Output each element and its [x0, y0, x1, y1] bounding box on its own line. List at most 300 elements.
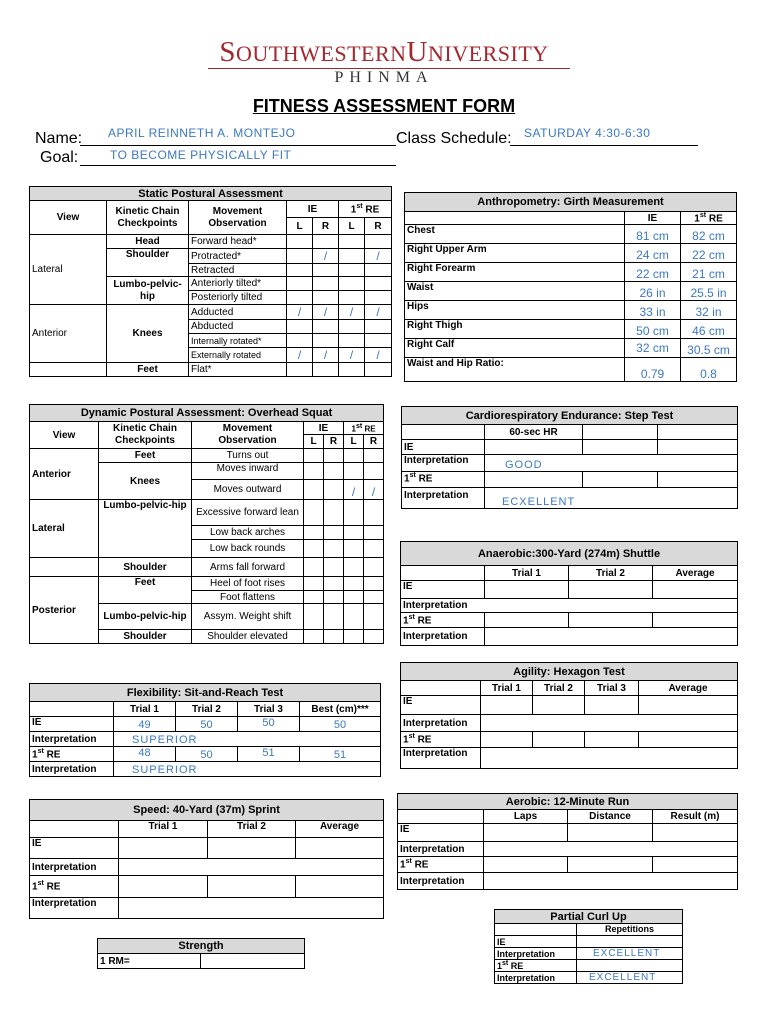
anaerobic-title: Anaerobic:300-Yard (274m) Shuttle — [401, 542, 738, 566]
cell[interactable] — [485, 628, 738, 646]
cell[interactable] — [484, 857, 568, 873]
re-value[interactable]: 82 cm — [681, 225, 737, 244]
row-re: 1st RE — [402, 472, 485, 488]
col-laps: Laps — [484, 810, 568, 824]
name-field[interactable] — [80, 128, 396, 146]
obs: Excessive forward lean — [192, 500, 304, 526]
cell[interactable] — [364, 591, 384, 604]
col-t1: Trial 1 — [114, 702, 176, 717]
cell[interactable] — [304, 604, 324, 630]
cell[interactable] — [577, 936, 683, 948]
dynamic-postural-title: Dynamic Postural Assessment: Overhead Squat — [30, 405, 384, 422]
cell — [30, 558, 99, 577]
cell[interactable] — [324, 558, 344, 577]
obs: Heel of foot rises — [192, 577, 304, 591]
col-view: View — [30, 201, 107, 235]
cell[interactable] — [364, 540, 384, 558]
cell[interactable] — [585, 732, 639, 748]
ie-interp-value[interactable]: GOOD — [485, 455, 738, 472]
row-interp: Interpretation — [398, 873, 484, 890]
cell[interactable] — [344, 540, 364, 558]
row-interp: Interpretation — [402, 455, 485, 472]
cell[interactable] — [365, 264, 392, 277]
cardio-table — [401, 406, 738, 509]
mark[interactable]: / — [287, 305, 313, 320]
cell[interactable] — [287, 291, 313, 305]
obs: Adducted — [189, 305, 287, 320]
cell[interactable] — [484, 873, 738, 890]
goal-value: TO BECOME PHYSICALLY FIT — [110, 148, 292, 162]
row-re: 1st RE — [398, 857, 484, 873]
ie-value[interactable]: 26 in — [625, 282, 681, 301]
row-re: 1st RE — [30, 876, 119, 898]
row-re: 1st RE — [401, 613, 485, 628]
cell[interactable] — [568, 857, 653, 873]
row-interp: Interpretation — [495, 972, 577, 984]
obs: Posteriorly tilted — [189, 291, 287, 305]
agility-table — [400, 662, 738, 769]
cell[interactable] — [365, 363, 392, 377]
re-best[interactable]: 51 — [300, 747, 381, 762]
row-re: 1st RE — [401, 732, 481, 748]
col-movement: Movement Observation — [189, 201, 287, 235]
curl-title: Partial Curl Up — [495, 910, 683, 924]
cell[interactable] — [481, 748, 738, 769]
cell[interactable] — [313, 320, 339, 334]
obs: Internally rotated* — [189, 334, 287, 348]
cp-knees: Knees — [99, 463, 192, 500]
schedule-field[interactable] — [510, 128, 698, 146]
cell[interactable] — [364, 558, 384, 577]
cell[interactable] — [365, 320, 392, 334]
row-label: Hips — [405, 301, 625, 320]
cell[interactable] — [639, 696, 738, 715]
cell[interactable] — [304, 577, 324, 591]
row-label: Chest — [405, 225, 625, 244]
cell[interactable] — [585, 696, 639, 715]
re-value[interactable]: 21 cm — [681, 263, 737, 282]
cell[interactable] — [313, 291, 339, 305]
obs: Foot flattens — [192, 591, 304, 604]
cell[interactable] — [484, 842, 738, 857]
cardio-title: Cardiorespiratory Endurance: Step Test — [402, 407, 738, 425]
cell[interactable] — [653, 581, 738, 599]
cell[interactable] — [481, 715, 738, 732]
cell[interactable] — [287, 334, 313, 348]
mark[interactable]: / — [364, 480, 384, 500]
col-best: Best (cm)*** — [300, 702, 381, 717]
cell[interactable] — [287, 249, 313, 264]
cell[interactable] — [304, 463, 324, 480]
col-result: Result (m) — [653, 810, 738, 824]
cell[interactable] — [568, 824, 653, 842]
cell[interactable] — [344, 526, 364, 540]
cell[interactable] — [344, 463, 364, 480]
obs: Abducted — [189, 320, 287, 334]
obs: Flat* — [189, 363, 287, 377]
row-label: Right Thigh — [405, 320, 625, 339]
anthropometry-title: Anthropometry: Girth Measurement — [405, 193, 737, 212]
col-t3: Trial 3 — [238, 702, 300, 717]
cell[interactable] — [324, 463, 344, 480]
flexibility-table — [29, 683, 381, 777]
col-t2: Trial 2 — [208, 821, 296, 838]
cell[interactable] — [583, 472, 658, 488]
cell[interactable] — [344, 604, 364, 630]
row-interp: Interpretation — [401, 748, 481, 769]
cell[interactable] — [653, 613, 738, 628]
row-label: Right Calf — [405, 339, 625, 358]
mark[interactable]: / — [365, 305, 392, 320]
cell[interactable] — [339, 264, 365, 277]
cell[interactable] — [339, 277, 365, 291]
cell[interactable] — [296, 876, 384, 898]
ie-best[interactable]: 50 — [300, 717, 381, 732]
col-reps: Repetitions — [577, 924, 683, 936]
row-ie: IE — [398, 824, 484, 842]
view-anterior: Anterior — [30, 305, 107, 363]
mark[interactable]: / — [287, 348, 313, 363]
cp-shoulder: Shoulder — [99, 558, 192, 577]
col-t1: Trial 1 — [119, 821, 208, 838]
cp-knees: Knees — [107, 305, 189, 363]
cell[interactable] — [324, 604, 344, 630]
obs: Protracted* — [189, 249, 287, 264]
re-value[interactable]: 25.5 in — [681, 282, 737, 301]
cell[interactable] — [344, 449, 364, 463]
cell[interactable] — [313, 235, 339, 249]
cp-lumbo: Lumbo-pelvic-hip — [107, 277, 189, 305]
cell[interactable] — [364, 449, 384, 463]
cell[interactable] — [119, 859, 384, 876]
cell[interactable] — [324, 577, 344, 591]
cell — [402, 425, 485, 440]
cell[interactable] — [208, 838, 296, 859]
university-logo-sub: PHINMA — [334, 69, 434, 86]
cell[interactable] — [324, 480, 344, 500]
cell — [30, 363, 107, 377]
name-label: Name: — [35, 130, 83, 147]
schedule-value: SATURDAY 4:30-6:30 — [524, 126, 651, 140]
cell[interactable] — [485, 472, 583, 488]
cell[interactable] — [324, 591, 344, 604]
obs: Externally rotated — [189, 348, 287, 363]
re-t2[interactable]: 50 — [176, 747, 238, 762]
cell[interactable] — [364, 463, 384, 480]
row-interp: Interpretation — [401, 715, 481, 732]
aerobic-title: Aerobic: 12-Minute Run — [398, 794, 738, 810]
cell[interactable] — [658, 472, 738, 488]
cell[interactable] — [344, 558, 364, 577]
re-t3[interactable]: 51 — [238, 747, 300, 762]
cp-feet: Feet — [107, 363, 189, 377]
cell[interactable] — [304, 500, 324, 526]
cell[interactable] — [485, 581, 569, 599]
re-t1[interactable]: 48 — [114, 747, 176, 762]
cp-shoulder: Shoulder — [99, 630, 192, 644]
cell[interactable] — [313, 277, 339, 291]
cell[interactable] — [364, 577, 384, 591]
cell[interactable] — [304, 526, 324, 540]
static-postural-title: Static Postural Assessment — [30, 187, 392, 201]
col-t2: Trial 2 — [533, 681, 585, 696]
col-r: R — [365, 218, 392, 235]
obs: Retracted — [189, 264, 287, 277]
cell[interactable] — [324, 449, 344, 463]
obs: Low back arches — [192, 526, 304, 540]
col-re: 1st RE — [681, 212, 737, 225]
col-movement: Movement Observation — [192, 422, 304, 449]
col-kinetic: Kinetic Chain Checkpoints — [99, 422, 192, 449]
university-logo: SOUTHWESTERNUNIVERSITY — [219, 36, 549, 68]
row-interp: Interpretation — [30, 859, 119, 876]
ie-value[interactable]: 33 in — [625, 301, 681, 320]
row-ie: IE — [495, 936, 577, 948]
obs: Anteriorly tilted* — [189, 277, 287, 291]
cell[interactable] — [344, 500, 364, 526]
cell[interactable] — [339, 334, 365, 348]
strength-table — [97, 938, 305, 969]
row-interp: Interpretation — [401, 599, 738, 613]
cell[interactable] — [569, 581, 653, 599]
cp-lumbo: Lumbo-pelvic-hip — [99, 500, 192, 558]
cell[interactable] — [339, 291, 365, 305]
anthropometry-table — [404, 192, 737, 382]
ie-value[interactable]: 22 cm — [625, 263, 681, 282]
cell[interactable] — [365, 235, 392, 249]
ie-t3[interactable]: 50 — [238, 717, 300, 732]
cell[interactable] — [339, 235, 365, 249]
row-interp: Interpretation — [398, 842, 484, 857]
speed-table — [29, 799, 384, 919]
row-label: Right Upper Arm — [405, 244, 625, 263]
goal-field[interactable] — [80, 148, 396, 166]
cell[interactable] — [344, 591, 364, 604]
cell[interactable] — [364, 604, 384, 630]
cell[interactable] — [313, 334, 339, 348]
ie-t2[interactable]: 50 — [176, 717, 238, 732]
cell[interactable] — [365, 334, 392, 348]
obs: Shoulder elevated — [192, 630, 304, 644]
re-value[interactable]: 22 cm — [681, 244, 737, 263]
cell[interactable] — [533, 732, 585, 748]
col-l: L — [339, 218, 365, 235]
cell[interactable] — [658, 440, 738, 455]
ie-interp-value[interactable]: EXCELLENT — [577, 948, 683, 960]
cell — [583, 425, 658, 440]
cell[interactable] — [339, 249, 365, 264]
goal-label: Goal: — [40, 149, 79, 166]
col-view: View — [30, 422, 99, 449]
row-ie: IE — [401, 581, 485, 599]
cell[interactable] — [324, 526, 344, 540]
cell[interactable] — [287, 264, 313, 277]
cell[interactable] — [653, 857, 738, 873]
re-interp-value[interactable]: ECXELLENT — [485, 488, 738, 509]
cell[interactable] — [304, 480, 324, 500]
cell[interactable] — [653, 824, 738, 842]
cell[interactable] — [296, 838, 384, 859]
col-t1: Trial 1 — [485, 566, 569, 581]
obs: Low back rounds — [192, 540, 304, 558]
cell[interactable] — [304, 558, 324, 577]
cell[interactable] — [364, 526, 384, 540]
view-posterior: Posterior — [30, 577, 99, 644]
cell[interactable] — [583, 440, 658, 455]
mark[interactable]: / — [339, 348, 365, 363]
col-distance: Distance — [568, 810, 653, 824]
cell[interactable] — [304, 540, 324, 558]
cell[interactable] — [339, 320, 365, 334]
obs: Forward head* — [189, 235, 287, 249]
row-1rm: 1 RM= — [98, 954, 201, 969]
view-anterior: Anterior — [30, 449, 99, 500]
static-postural-table — [29, 186, 392, 377]
col-t3: Trial 3 — [585, 681, 639, 696]
row-interp: Interpretation — [495, 948, 577, 960]
col-re: 1st RE — [339, 201, 392, 218]
cell[interactable] — [344, 630, 364, 644]
cp-head: Head — [107, 235, 189, 249]
cell[interactable] — [485, 440, 583, 455]
re-value[interactable]: 46 cm — [681, 320, 737, 339]
cell[interactable] — [208, 876, 296, 898]
cell[interactable] — [639, 732, 738, 748]
cell[interactable] — [287, 320, 313, 334]
mark[interactable]: / — [313, 348, 339, 363]
col-ie: IE — [625, 212, 681, 225]
row-interp: Interpretation — [30, 898, 119, 919]
ie-value[interactable]: 24 cm — [625, 244, 681, 263]
col-ie: IE — [287, 201, 339, 218]
cell[interactable] — [569, 613, 653, 628]
obs: Assym. Weight shift — [192, 604, 304, 630]
col-r: R — [313, 218, 339, 235]
ie-t1[interactable]: 49 — [114, 717, 176, 732]
row-ie: IE — [401, 696, 481, 715]
mark[interactable]: / — [365, 249, 392, 264]
cell[interactable] — [339, 363, 365, 377]
col-avg: Average — [639, 681, 738, 696]
cell[interactable] — [287, 363, 313, 377]
col-t1: Trial 1 — [481, 681, 533, 696]
cell[interactable] — [481, 696, 533, 715]
cell[interactable] — [533, 696, 585, 715]
row-re: 1st RE — [30, 747, 114, 762]
dynamic-postural-table — [29, 404, 384, 644]
form-title: FITNESS ASSESSMENT FORM — [252, 96, 516, 116]
re-interp-value[interactable]: SUPERIOR — [114, 762, 381, 777]
cp-lumbo: Lumbo-pelvic-hip — [99, 604, 192, 630]
mark[interactable]: / — [313, 305, 339, 320]
col-avg: Average — [296, 821, 384, 838]
agility-title: Agility: Hexagon Test — [401, 663, 738, 681]
row-interp: Interpretation — [30, 762, 114, 777]
row-ie: IE — [402, 440, 485, 455]
cell[interactable] — [324, 540, 344, 558]
view-lateral: Lateral — [30, 235, 107, 305]
cell[interactable] — [304, 630, 324, 644]
cell[interactable] — [313, 264, 339, 277]
cell[interactable] — [364, 630, 384, 644]
cell[interactable] — [304, 591, 324, 604]
row-interp: Interpretation — [402, 488, 485, 509]
cell[interactable] — [484, 824, 568, 842]
re-value[interactable]: 30.5 cm — [681, 339, 737, 358]
cell[interactable] — [324, 500, 344, 526]
cell — [30, 821, 119, 838]
cell[interactable] — [577, 960, 683, 972]
mark[interactable]: / — [313, 249, 339, 264]
cell — [401, 681, 481, 696]
col-ie: IE — [304, 422, 344, 435]
view-lateral: Lateral — [30, 500, 99, 558]
row-label: Waist — [405, 282, 625, 301]
cell[interactable] — [365, 291, 392, 305]
cell[interactable] — [324, 630, 344, 644]
ie-value[interactable]: 0.79 — [625, 358, 681, 382]
mark[interactable]: / — [339, 305, 365, 320]
ie-value[interactable]: 50 cm — [625, 320, 681, 339]
anaerobic-table — [400, 541, 738, 646]
col-l: L — [344, 435, 364, 449]
re-value[interactable]: 32 in — [681, 301, 737, 320]
cell[interactable] — [119, 838, 208, 859]
cp-feet: Feet — [99, 449, 192, 463]
cell — [658, 425, 738, 440]
obs: Arms fall forward — [192, 558, 304, 577]
cp-feet: Feet — [99, 577, 192, 604]
col-t2: Trial 2 — [176, 702, 238, 717]
mark[interactable]: / — [365, 348, 392, 363]
row-label: Waist and Hip Ratio: — [405, 358, 625, 382]
flexibility-title: Flexibility: Sit-and-Reach Test — [30, 684, 381, 702]
col-avg: Average — [653, 566, 738, 581]
re-interp-value[interactable]: EXCELLENT — [577, 972, 683, 984]
col-r: R — [324, 435, 344, 449]
ie-interp-value[interactable]: SUPERIOR — [114, 732, 381, 747]
cell[interactable] — [364, 500, 384, 526]
cp-shoulder: Shoulder — [107, 249, 189, 277]
strength-title: Strength — [98, 939, 305, 954]
cell[interactable] — [304, 449, 324, 463]
cell — [405, 212, 625, 225]
cell[interactable] — [485, 613, 569, 628]
cell[interactable] — [119, 876, 208, 898]
cell[interactable] — [287, 277, 313, 291]
cell[interactable] — [119, 898, 384, 919]
col-l: L — [304, 435, 324, 449]
row-interp: Interpretation — [30, 732, 114, 747]
mark[interactable]: / — [344, 480, 364, 500]
cell[interactable] — [365, 277, 392, 291]
ie-value[interactable]: 81 cm — [625, 225, 681, 244]
cell[interactable] — [313, 363, 339, 377]
re-value[interactable]: 0.8 — [681, 358, 737, 382]
cell[interactable] — [344, 577, 364, 591]
col-t2: Trial 2 — [569, 566, 653, 581]
cell[interactable] — [287, 235, 313, 249]
ie-value[interactable]: 32 cm — [625, 339, 681, 358]
cell — [30, 702, 114, 717]
cell[interactable] — [481, 732, 533, 748]
cell — [401, 566, 485, 581]
aerobic-table — [397, 793, 738, 890]
cell — [398, 810, 484, 824]
row-interp: Interpretation — [401, 628, 485, 646]
col-hr: 60-sec HR — [485, 425, 583, 440]
cell[interactable] — [201, 954, 305, 969]
